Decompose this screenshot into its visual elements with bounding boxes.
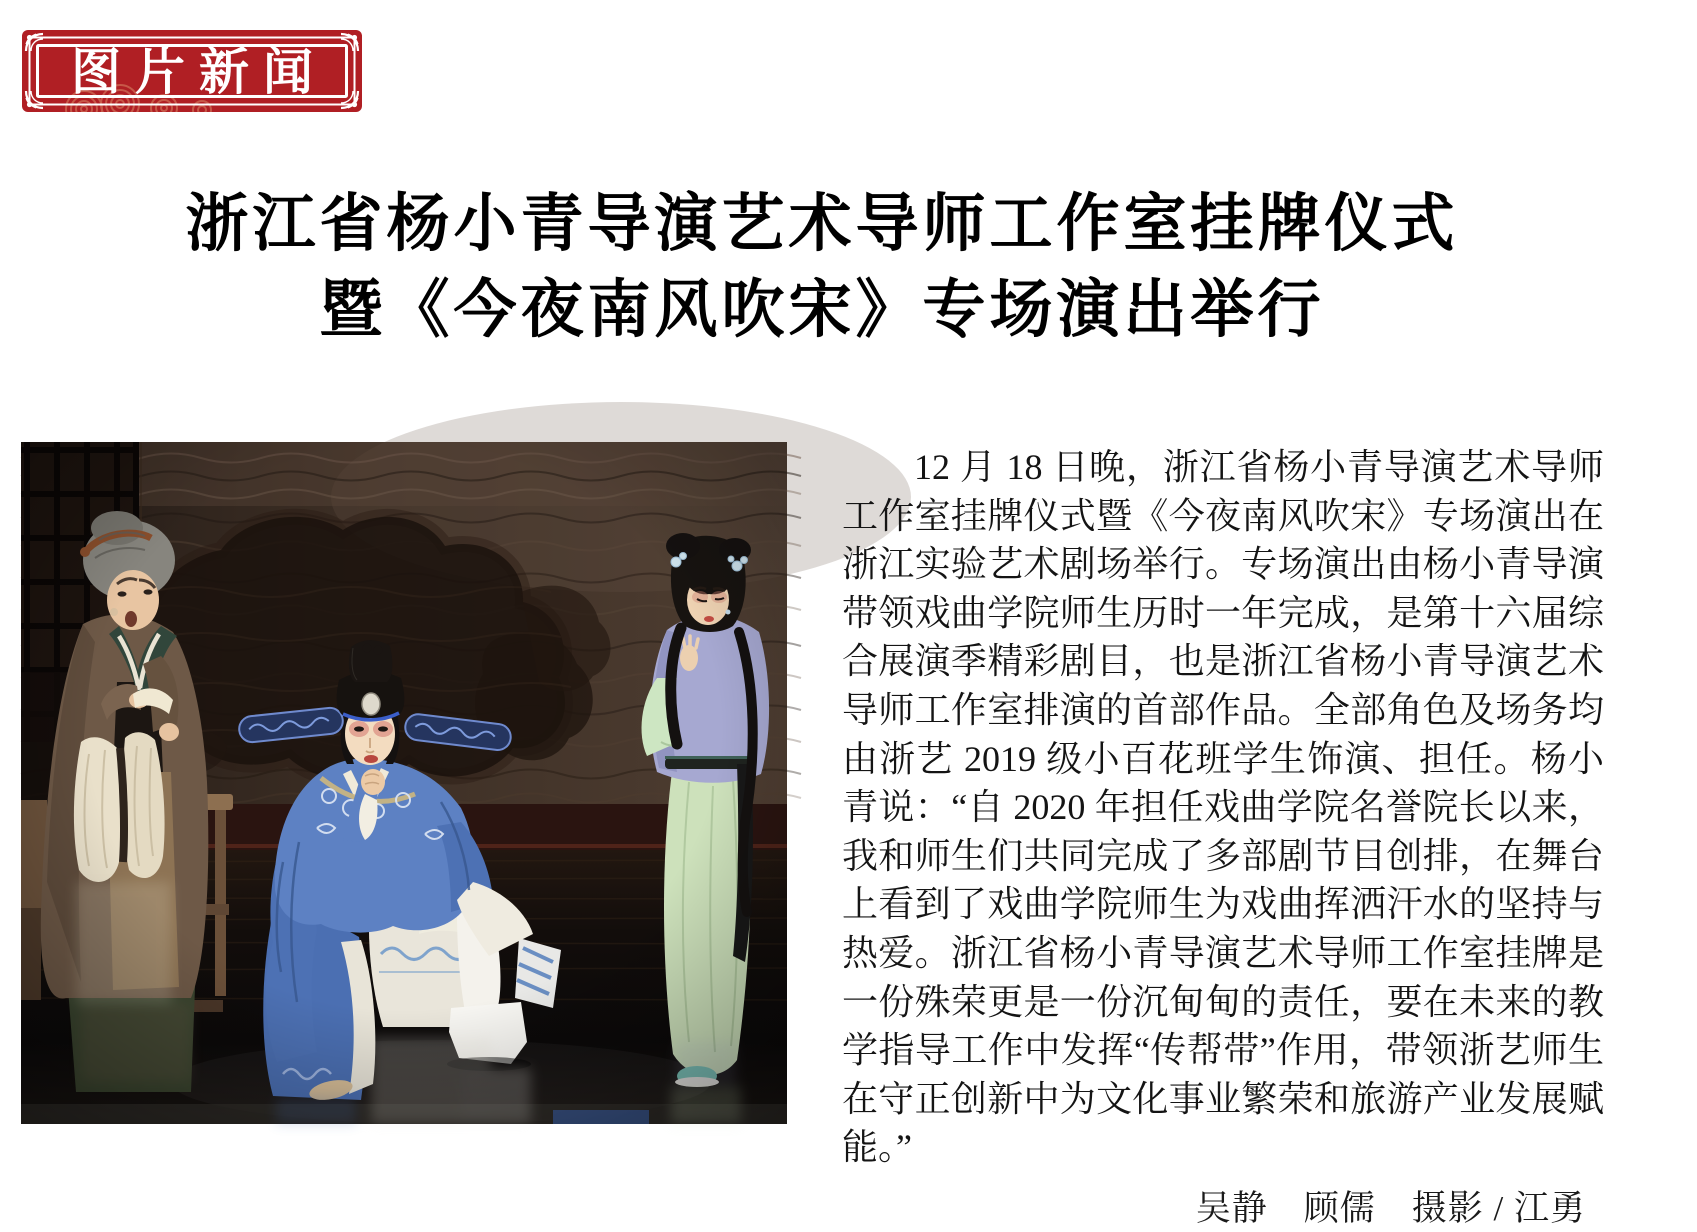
article-body: 12 月 18 日晚，浙江省杨小青导演艺术导师工作室挂牌仪式暨《今夜南风吹宋》专场演出在浙江实验艺术剧场举行。专场演出由杨小青导演带领戏曲学院师生历时一年完成，是第十六届综合展演季精彩剧目，也是浙江省杨小青导演艺术导师工作室排演的首部作品。全部角色及场务均由浙艺 2019 级小百花班学生饰演、担任。杨小青说：“自 2020 年担任戏曲学院名誉院长以来，我和师生们共同完成了多部剧节目创排，在舞台上看到了戏曲学院师生为戏曲挥洒汗水的坚持与热爱。浙江省杨小青导演艺术导师工作室挂牌是一份殊荣更是一份沉甸甸的责任，要在未来的教学指导工作中发挥“传帮带”作用，带领浙艺师生在守正创新中为文化事业繁荣和旅游产业发展赋能。” <box>842 447 1604 1168</box>
article-byline: 吴静 顾儒 摄影 / 江勇 <box>1195 1188 1586 1228</box>
stage-photo <box>21 442 787 1124</box>
article-headline <box>0 181 1644 353</box>
headline-line-2: 暨《今夜南风吹宋》专场演出举行 <box>319 275 1325 345</box>
headline-line-1: 浙江省杨小青导演艺术导师工作室挂牌仪式 <box>185 189 1459 259</box>
badge-label: 图片新闻 <box>71 44 327 100</box>
stage-photo-illustration <box>21 442 787 1124</box>
article-column <box>842 443 1604 1232</box>
picture-news-badge <box>22 30 362 112</box>
